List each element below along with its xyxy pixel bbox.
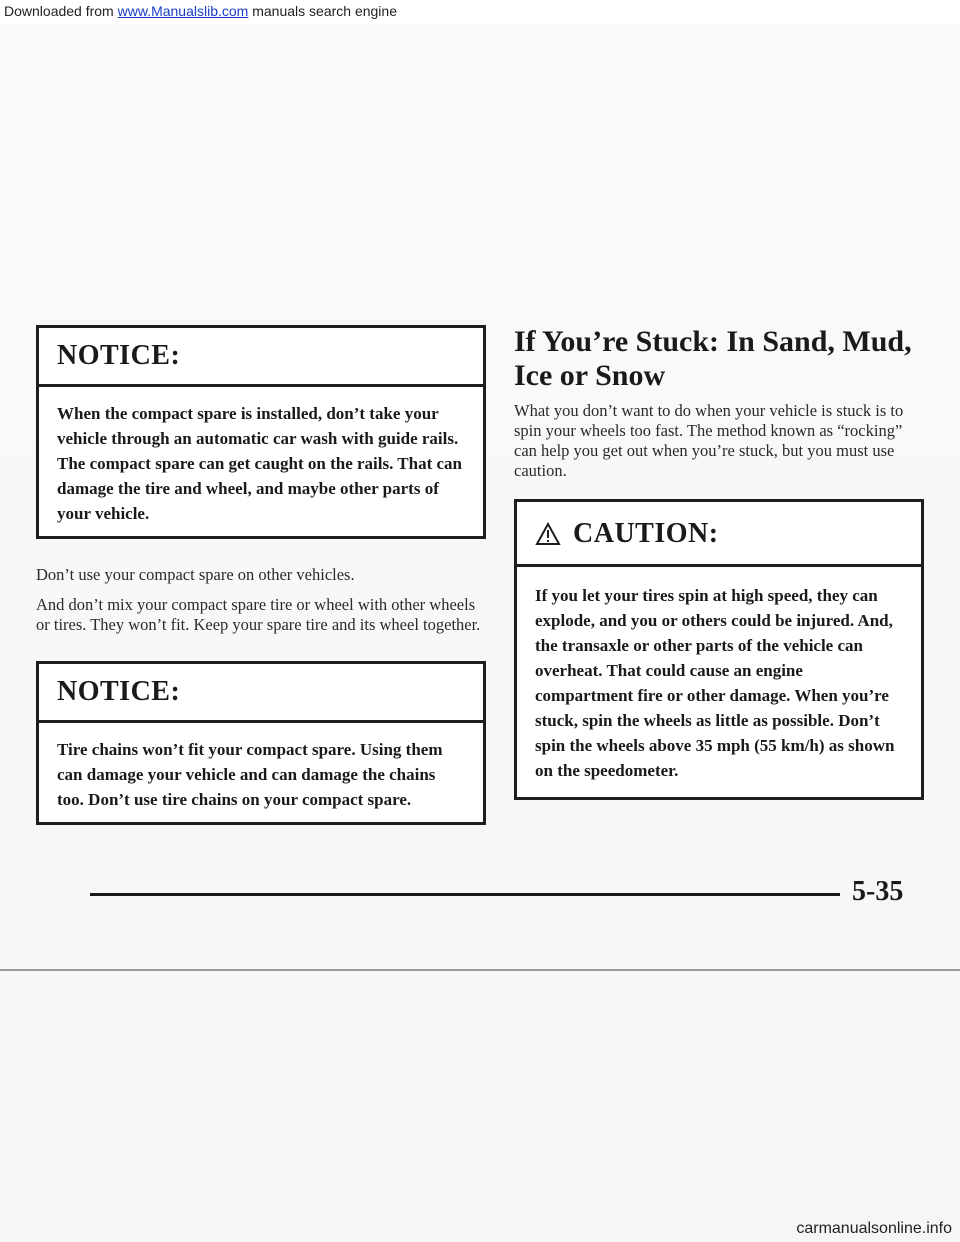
site-watermark: carmanualsonline.info <box>796 1220 952 1237</box>
caution-heading: CAUTION: <box>573 518 719 549</box>
section-title-line-1: If You’re Stuck: In Sand, Mud, <box>514 325 912 358</box>
manualslib-link[interactable]: www.Manualslib.com <box>117 3 249 19</box>
right-column <box>514 325 924 800</box>
notice-box-tire-chains <box>36 661 486 825</box>
warning-triangle-icon <box>535 522 561 546</box>
paragraph-mix-tires: And don’t mix your compact spare tire or wheel with other wheels or tires. They won’t fit. Keep your spare tire and its wheel together. <box>36 595 481 634</box>
notice-body: Tire chains won’t fit your compact spare. Using them can damage your vehicle and can damage the chains too. Don’t use tire chains on your compact spare. <box>57 740 443 809</box>
notice-box-car-wash <box>36 325 486 539</box>
left-column <box>36 325 486 825</box>
page-number: 5-35 <box>852 876 904 907</box>
notice-body: When the compact spare is installed, don’t take your vehicle through an automatic car wash with guide rails. The compact spare can get caught on the rails. That can damage the tire and wheel, and maybe other parts of your vehicle. <box>57 404 463 523</box>
notice-heading: NOTICE: <box>39 328 483 387</box>
download-header <box>0 0 960 24</box>
section-title <box>514 325 924 393</box>
footer-rule <box>90 893 840 896</box>
bottom-divider <box>0 969 960 971</box>
notice-heading: NOTICE: <box>39 664 483 723</box>
download-header-text: Downloaded from www.Manualslib.com manuals search engine <box>4 3 397 19</box>
caution-body: If you let your tires spin at high speed, they can explode, and you or others could be injured. And, the transaxle or other parts of the vehicle can overheat. That could cause an engine compartment fire or other damage. When you’re stuck, spin the wheels as little as possible. Don’t spin the wheels above 35 mph (55 km/h) as shown on the speedometer. <box>535 586 895 780</box>
section-title-line-2: Ice or Snow <box>514 359 666 392</box>
stuck-intro-paragraph: What you don’t want to do when your vehicle is stuck is to spin your wheels too fast. The method known as “rocking” can help you get out when you’re stuck, but you must use caution. <box>514 401 904 480</box>
paragraph-other-vehicles: Don’t use your compact spare on other vehicles. <box>36 565 355 584</box>
caution-box <box>514 499 924 800</box>
caution-heading-row <box>517 502 921 567</box>
